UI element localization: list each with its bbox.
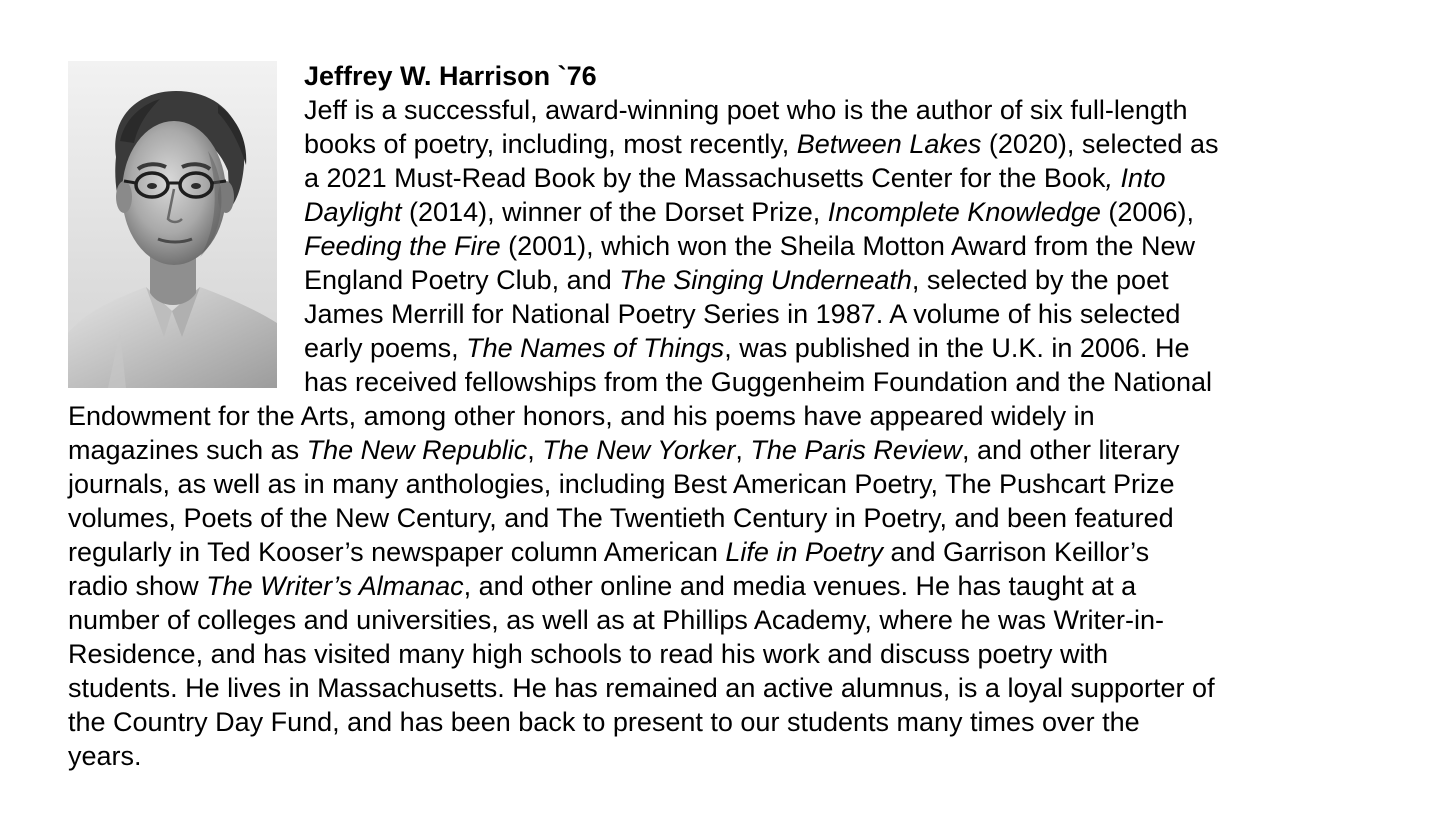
bio-italic-title: The New Republic: [306, 435, 528, 465]
bio-text: early poems,: [304, 333, 467, 363]
bio-line: [304, 93, 1187, 127]
bio-italic-title: Life in Poetry: [725, 537, 883, 567]
bio-line: [304, 161, 1165, 195]
bio-line: [304, 229, 1195, 263]
bio-text: number of colleges and universities, as well as at Phillips Academy, where he was Writer-in-: [68, 605, 1164, 635]
bio-text: has received fellowships from the Guggenheim Foundation and the National: [304, 367, 1213, 397]
bio-text: (2006),: [1100, 197, 1194, 227]
bio-name: Jeffrey W. Harrison `76: [304, 61, 597, 91]
bio-italic-title: Between Lakes: [796, 129, 982, 159]
bio-text: James Merrill for National Poetry Series in 1987. A volume of his selected: [304, 299, 1181, 329]
bio-text: years.: [68, 741, 142, 771]
bio-line: [68, 603, 1164, 637]
bio-line: [68, 569, 1136, 603]
bio-line: [68, 637, 1108, 671]
bio-italic-title: Daylight: [304, 197, 402, 227]
bio-line: [304, 127, 1219, 161]
bio-text: , and other literary: [961, 435, 1180, 465]
bio-italic-title: , Into: [1105, 163, 1166, 193]
portrait-photo: [68, 61, 277, 388]
bio-line: [68, 671, 1215, 705]
bio-text: , and other online and media venues. He has taught at a: [463, 571, 1137, 601]
bio-text: Endowment for the Arts, among other honors, and his poems have appeared widely in: [68, 401, 1095, 431]
bio-text: Jeff is a successful, award-winning poet who is the author of six full-length: [304, 95, 1188, 125]
bio-line: [304, 331, 1189, 365]
bio-text: (2020), selected as: [981, 129, 1219, 159]
bio-text: a 2021 Must-Read Book by the Massachusetts Center for the Book: [304, 163, 1106, 193]
bio-line: [68, 433, 1180, 467]
bio-line: [304, 195, 1194, 229]
bio-line: [304, 365, 1212, 399]
bio-line: [68, 467, 1175, 501]
bio-text: radio show: [68, 571, 207, 601]
bio-italic-title: The New Yorker: [542, 435, 736, 465]
bio-text: and Garrison Keillor’s: [882, 537, 1150, 567]
bio-text: students. He lives in Massachusetts. He has remained an active alumnus, is a loyal supporter of: [68, 673, 1215, 703]
bio-line: [68, 705, 1140, 739]
bio-text: , was published in the U.K. in 2006. He: [724, 333, 1190, 363]
bio-line: [68, 399, 1095, 433]
bio-italic-title: The Singing Underneath: [619, 265, 912, 295]
bio-text: volumes, Poets of the New Century, and The Twentieth Century in Poetry, and been featured: [68, 503, 1174, 533]
bio-text: , selected by the poet: [911, 265, 1169, 295]
bio-line: [304, 297, 1180, 331]
bio-text: ,: [527, 435, 543, 465]
bio-text: regularly in Ted Kooser’s newspaper column American: [68, 537, 726, 567]
bio-text: ,: [735, 435, 751, 465]
bio-line: [304, 263, 1169, 297]
bio-text: the Country Day Fund, and has been back to present to our students many times over the: [68, 707, 1140, 737]
bio-italic-title: The Names of Things: [466, 333, 725, 363]
portrait-image: [68, 61, 277, 388]
bio-italic-title: Incomplete Knowledge: [827, 197, 1101, 227]
bio-line: [68, 535, 1149, 569]
bio-text: England Poetry Club, and: [304, 265, 620, 295]
bio-text: journals, as well as in many anthologies, including Best American Poetry, The Pushcart Prize: [68, 469, 1175, 499]
bio-text: (2014), winner of the Dorset Prize,: [401, 197, 828, 227]
bio-line: [68, 501, 1174, 535]
bio-text: Residence, and has visited many high schools to read his work and discuss poetry with: [68, 639, 1109, 669]
bio-italic-title: Feeding the Fire: [304, 231, 501, 261]
bio-text: magazines such as: [68, 435, 307, 465]
bio-italic-title: The Paris Review: [750, 435, 962, 465]
bio-text: (2001), which won the Sheila Motton Award from the New: [500, 231, 1195, 261]
bio-text: books of poetry, including, most recently,: [304, 129, 797, 159]
bio-line: [68, 739, 142, 773]
bio-italic-title: The Writer’s Almanac: [206, 571, 464, 601]
